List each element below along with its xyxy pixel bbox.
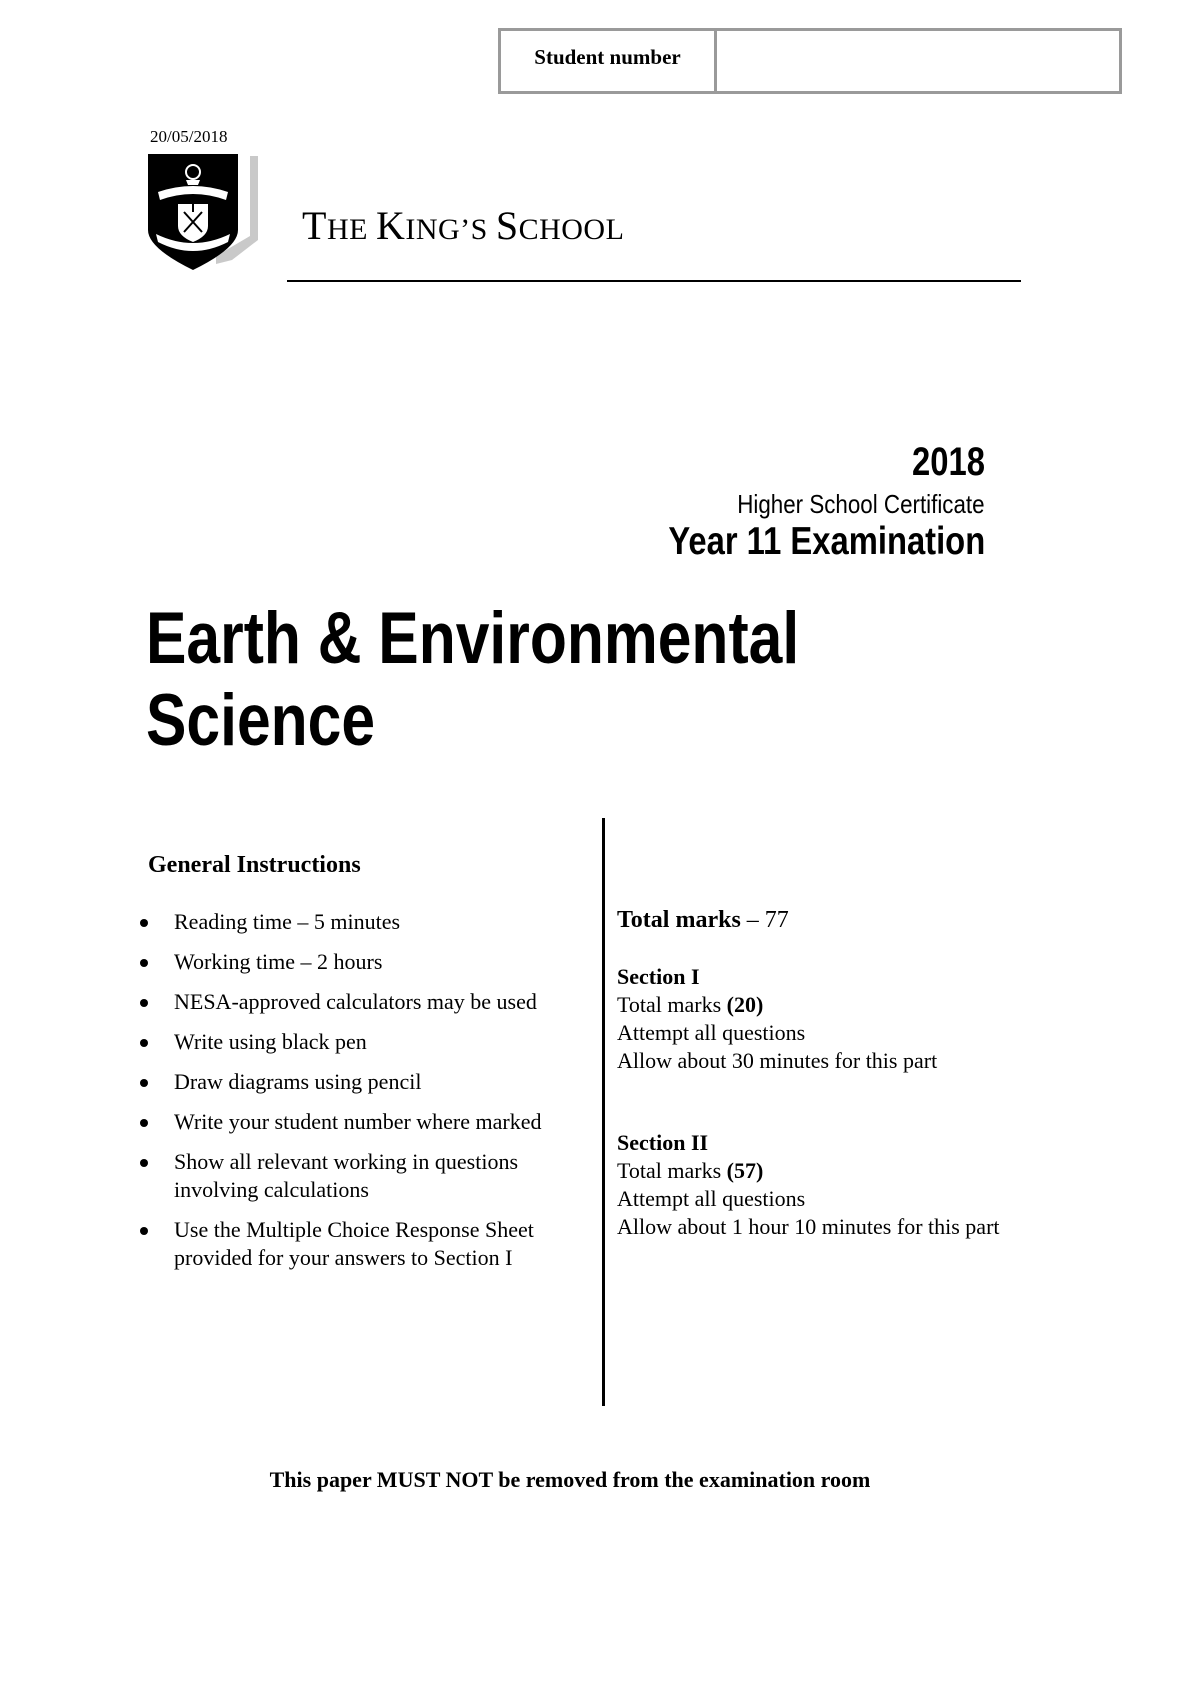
school-crest-icon (146, 152, 262, 276)
school-name-part-2: KING’S (375, 203, 496, 248)
instructions-list (138, 908, 568, 1284)
total-marks: Total marks – 77 (617, 907, 789, 933)
bullet-icon (140, 1227, 148, 1235)
section-1-title: Section I (617, 964, 700, 989)
bullet-icon (140, 999, 148, 1007)
section-2-attempt: Attempt all questions (617, 1186, 806, 1211)
instruction-item: Write your student number where marked (138, 1108, 568, 1136)
subject-title-line-1: Earth & Environmental (146, 598, 800, 679)
student-number-field[interactable] (717, 31, 1119, 91)
bullet-icon (140, 1159, 148, 1167)
section-1-marks: Total marks (20) (617, 992, 764, 1017)
header-divider (287, 280, 1021, 282)
subject-title (146, 598, 799, 762)
exam-certificate: Higher School Certificate (737, 489, 985, 519)
instruction-item: Draw diagrams using pencil (138, 1068, 568, 1096)
instructions-heading: General Instructions (148, 852, 361, 878)
print-date: 20/05/2018 (150, 127, 228, 146)
bullet-icon (140, 1079, 148, 1087)
instruction-item: Use the Multiple Choice Response Sheet provided for your answers to Section I (138, 1216, 568, 1272)
bullet-icon (140, 959, 148, 967)
section-2-block (617, 1129, 1137, 1241)
section-1-block (617, 963, 1137, 1075)
bullet-icon (140, 1119, 148, 1127)
student-number-box (498, 28, 1122, 94)
bullet-icon (140, 919, 148, 927)
footer-note: This paper MUST NOT be removed from the examination room (269, 1467, 871, 1492)
student-number-label: Student number (501, 31, 717, 91)
instruction-item: NESA-approved calculators may be used (138, 988, 568, 1016)
instruction-item: Working time – 2 hours (138, 948, 568, 976)
section-2-time: Allow about 1 hour 10 minutes for this part (617, 1214, 1000, 1239)
instruction-item: Write using black pen (138, 1028, 568, 1056)
column-divider (602, 818, 605, 1406)
section-1-attempt: Attempt all questions (617, 1020, 806, 1045)
subject-title-line-2: Science (146, 680, 376, 761)
instruction-item: Reading time – 5 minutes (138, 908, 568, 936)
exam-year: 2018 (912, 440, 985, 484)
school-name-part-1: THE (302, 203, 376, 248)
section-2-marks: Total marks (57) (617, 1158, 764, 1183)
school-name-part-3: SCHOOL (495, 203, 625, 248)
school-name (302, 202, 624, 249)
marks-summary (617, 906, 1137, 1295)
instruction-item: Show all relevant working in questions involving calculations (138, 1148, 568, 1204)
exam-title: Year 11 Examination (668, 520, 985, 563)
section-1-time: Allow about 30 minutes for this part (617, 1048, 938, 1073)
section-2-title: Section II (617, 1130, 709, 1155)
bullet-icon (140, 1039, 148, 1047)
